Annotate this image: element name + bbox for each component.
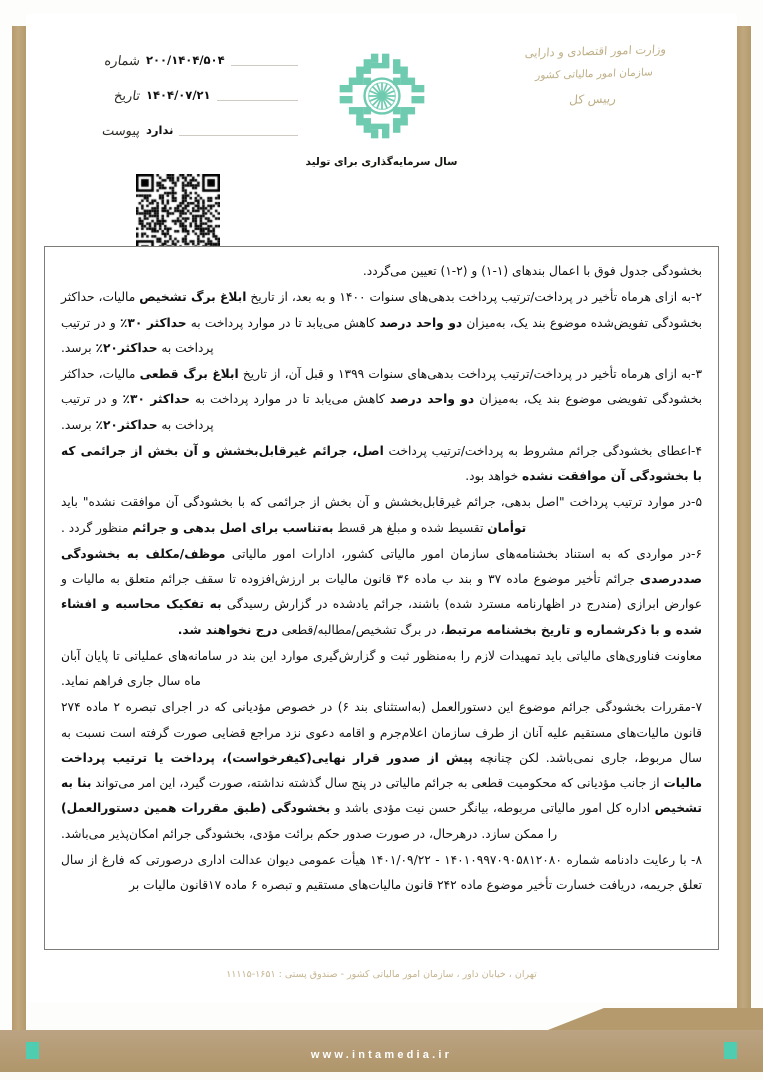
paragraph-p-3-run-0: ۳-به ازای هرماه تأخیر در پرداخت/ترتیب پرداخت بدهی‌های سنوات ۱۳۹۹ و قبل آن، از تاریخ	[238, 367, 702, 381]
paragraph-p-6-run-0: ۶-در مواردی که به استناد بخشنامه‌های سازمان امور مالیاتی کشور، ادارات امور مالیاتی	[225, 546, 702, 561]
ministry-line-1: وزارت امور اقتصادی و دارایی	[524, 41, 667, 60]
paragraph-p-2	[61, 285, 702, 361]
field-attachment-rule	[179, 135, 298, 136]
paragraph-p-2-run-8: برسد.	[61, 340, 96, 355]
paragraph-p-2-run-6: و در ترتیب پرداخت به	[61, 315, 214, 355]
paragraph-p-intro	[61, 259, 702, 284]
year-slogan: سال سرمایه‌گذاری برای تولید	[305, 156, 458, 168]
field-number-rule	[231, 65, 298, 66]
paragraph-p-2-run-4: کاهش می‌یابد تا در موارد پرداخت به	[186, 315, 380, 330]
field-date	[98, 69, 298, 104]
paragraph-p-2-run-0: ۲-به ازای هرماه تأخیر در پرداخت/ترتیب پرداخت بدهی‌های سنوات ۱۴۰۰ و به بعد، از تاریخ	[246, 290, 703, 305]
paragraph-p-2-run-3: دو واحد درصد	[379, 315, 463, 330]
page-border-rail-right	[737, 26, 751, 1072]
paragraph-p-4-run-1: اصل، جرائم غیرقابل‌بخشش و آن بخش از جرائمی که با بخشودگی آن موافقت نشده	[61, 443, 702, 483]
paragraph-p-6-note-run-0: معاونت فناوری‌های مالیاتی باید تمهیدات لازم را به‌منظور ثبت و گزارش‌گیری موارد این بند در سامانه‌های عملیاتی تا پایان آبان ماه سال جاری فراهم نماید.	[61, 648, 702, 688]
inta-emblem-icon	[336, 50, 428, 142]
paragraph-p-8	[61, 848, 702, 899]
paragraph-p-3-run-2: مالیات، حداکثر بخشودگی تفویضی موضوع بند یک، به‌میزان	[61, 367, 702, 407]
paragraph-p-5-run-1: توأمان	[487, 520, 527, 535]
paragraph-p-intro-run-0: بخشودگی جدول فوق با اعمال بندهای (۱-۱) و (۲-۱) تعیین می‌گردد.	[362, 264, 702, 278]
paragraph-p-2-run-2: مالیات، حداکثر بخشودگی تفویض‌شده موضوع بند یک، به‌میزان	[61, 290, 702, 330]
paragraph-p-3-run-4: کاهش می‌یابد تا در موارد پرداخت به	[189, 392, 390, 407]
paragraph-p-3-run-8: برسد.	[61, 417, 96, 432]
field-number-value: ۲۰۰/۱۴۰۴/۵۰۴	[146, 53, 225, 67]
paragraph-p-5-run-2: تقسیط شده و مبلغ هر قسط	[333, 520, 488, 535]
paragraph-p-4-run-0: ۴-اعطای بخشودگی جرائم مشروط به پرداخت/ترتیب پرداخت	[383, 443, 702, 458]
paragraph-p-7	[61, 695, 702, 847]
field-date-label: تاریخ	[113, 89, 142, 104]
footer-address: تهران ، خیابان داور ، سازمان امور مالیاتی کشور - صندوق پستی : ۱۶۵۱-۱۱۱۱۵	[226, 969, 537, 980]
paragraph-p-3-run-5: حداکثر ۳۰٪	[122, 392, 190, 407]
paragraph-p-7-run-1: پیش از صدور قرار نهایی(کیفرخواست)، پرداخت یا ترتیب پرداخت مالیات	[61, 750, 703, 790]
paragraph-p-5-run-0: ۵-در موارد ترتیب پرداخت "اصل بدهی، جرائم غیرقابل‌بخشش و آن بخش از جرائمی که با بخشودگی آن موافقت نشده" باید	[61, 495, 702, 510]
field-number	[98, 34, 298, 69]
paragraph-p-5-run-3: به‌تناسب برای اصل بدهی و جرائم	[132, 520, 334, 535]
paragraph-p-6-run-3: به تفکیک محاسبه و افشاء شده و با ذکرشماره و تاریخ بخشنامه مرتبط	[61, 597, 702, 637]
paragraph-p-6	[61, 542, 702, 643]
paragraph-p-6-run-2: جرائم تأخیر موضوع ماده ۳۷ و بند ب ماده ۳۶ قانون مالیات بر ارزش‌افزوده تا سقف جرائم متعلق به مالیات و عوارض ابرازی (مندرج در اظهارنامه مسترد شده) باشند، جرائم یادشده در گزارش رسیدگی	[61, 572, 702, 612]
paragraph-p-8-run-0: ۸- با رعایت دادنامه شماره ۱۴۰۱۰۹۹۷۰۹۰۵۸۱۲۰۸۰ - ۱۴۰۱/۰۹/۲۲ هیأت عمومی دیوان عدالت اداری درصورتی که فارغ از سال تعلق جریمه، دریافت خسارت تأخیر موضوع ماده ۲۴۲ قانون مالیات‌های مستقیم و تبصره ۶ ماده ۱۷قانون مالیات بر	[61, 852, 702, 892]
paragraph-p-4-run-2: خواهد بود.	[465, 469, 522, 483]
paragraph-p-7-run-2: از جانب مؤدیانی که محکومیت قطعی به جرائم مالیاتی در پنج سال گذشته نداشته، صورت گیرد، این امر می‌تواند	[91, 776, 664, 790]
field-attachment-value: ندارد	[146, 123, 174, 137]
paragraph-p-7-run-4: اداره کل امور مالیاتی مربوطه، بیانگر حسن نیت مؤدی باشد و	[330, 801, 655, 816]
paragraph-p-7-run-3: بنا به تشخیص	[61, 776, 702, 816]
paragraph-p-3-run-1: ابلاغ برگ قطعی	[139, 367, 239, 381]
paragraph-p-3-run-3: دو واحد درصد	[389, 392, 475, 407]
field-number-label: شماره	[103, 54, 142, 69]
paragraph-p-7-run-5: بخشودگی (طبق مقررات همین دستورالعمل)	[61, 801, 331, 816]
paragraph-p-3	[61, 362, 702, 438]
reference-fields	[98, 34, 298, 139]
footer-baseline	[0, 1072, 763, 1080]
paragraph-p-2-run-1: ابلاغ برگ تشخیص	[139, 290, 247, 305]
paragraph-p-7-run-0: ۷-مقررات بخشودگی جرائم موضوع این دستورالعمل (به‌استثنای بند ۶) در خصوص مؤدیانی که در اجرای تبصره ۲ ماده ۲۷۴ قانون مالیات‌های مستقیم علیه آنان از طرف سازمان اعلام‌جرم و اقامه دعوی نزد مراجع قضایی صورت گرفته است نسبت به سال مربوط، جاری نمی‌باشد. لکن چنانچه	[61, 700, 702, 765]
ministry-line-2: سازمان امور مالیاتی کشور	[535, 65, 654, 82]
page-border-rail-left	[12, 26, 26, 1072]
footer-angled-wing	[548, 1008, 763, 1030]
paragraph-p-2-run-5: حداکثر ۳۰٪	[119, 315, 187, 330]
paragraph-p-6-run-5: درج نخواهند شد.	[177, 622, 278, 637]
ministry-calligraphy	[477, 37, 711, 115]
paragraph-p-4	[61, 439, 702, 490]
paragraph-p-5-run-4: منظور گردد .	[61, 520, 133, 535]
paragraph-p-3-run-7: حداکثر۲۰٪	[95, 417, 158, 432]
paragraph-p-7-run-6: را ممکن سازد. درهرحال، در صورت صدور حکم برائت مؤدی، بخشودگی جرائم امکان‌پذیر می‌باشد.	[61, 826, 558, 841]
paragraph-p-6-note	[61, 644, 702, 695]
field-date-rule	[217, 100, 298, 101]
ministry-line-3: رییس کل	[568, 91, 617, 107]
paragraph-p-6-run-1: موظف/مکلف به بخشودگی صددرصدی	[61, 546, 702, 586]
document-sheet	[26, 14, 737, 1002]
footer-band	[0, 1002, 763, 1080]
field-attachment-label: پیوست	[101, 124, 142, 139]
document-body	[44, 246, 719, 950]
paragraph-p-5	[61, 490, 702, 541]
field-date-value: ۱۴۰۴/۰۷/۲۱	[146, 88, 211, 102]
paragraph-p-3-run-6: و در ترتیب پرداخت به	[61, 392, 214, 432]
footer-website-url[interactable]: www.intamedia.ir	[310, 1049, 453, 1061]
field-attachment	[98, 104, 298, 139]
paragraph-p-2-run-7: حداکثر۲۰٪	[95, 340, 158, 355]
paragraph-p-6-run-4: ، در برگ تشخیص/مطالبه/قطعی	[277, 622, 445, 637]
letterhead-header	[26, 14, 737, 226]
